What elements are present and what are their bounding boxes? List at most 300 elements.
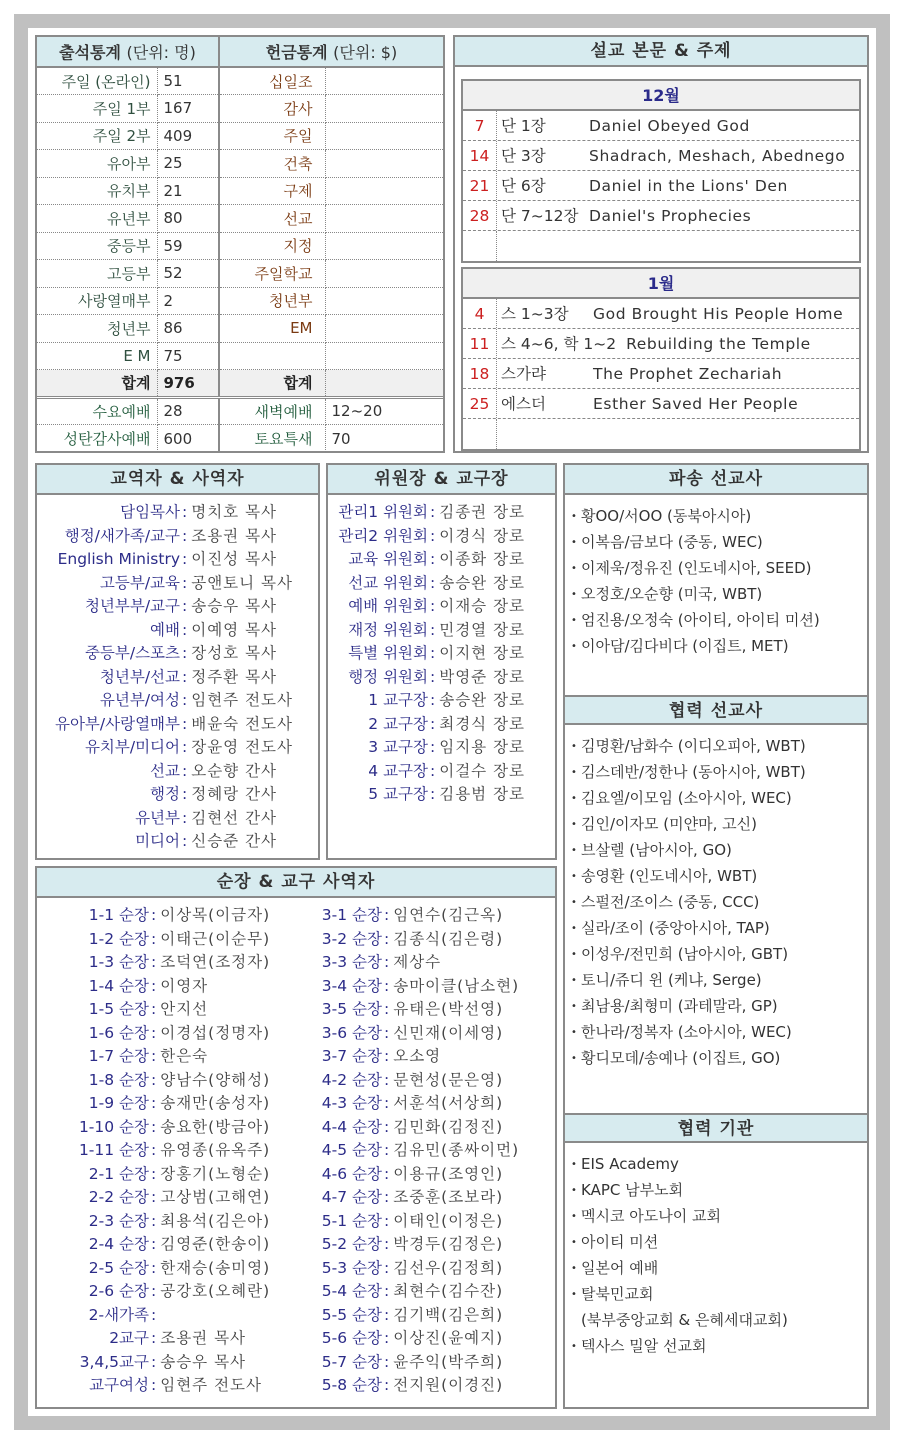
- sermon-month-december: [461, 79, 861, 263]
- staff-name: 오소영: [393, 1047, 442, 1065]
- colon: :: [182, 808, 188, 827]
- staff-role: 1-7 순장: [88, 1047, 149, 1065]
- staff-row: [303, 1280, 553, 1304]
- staff-role: 1-9 순장: [88, 1094, 149, 1112]
- staff-row: [328, 525, 555, 549]
- staff-name: 공강호(오혜란): [160, 1282, 271, 1300]
- sermon-reference: 스 1~3장: [501, 305, 569, 323]
- partner-orgs-header: 협력 기관: [565, 1113, 867, 1143]
- sermon-row: [463, 111, 859, 141]
- stats-row: [37, 260, 443, 288]
- list-item-text: EIS Academy: [581, 1155, 679, 1173]
- colon: :: [151, 906, 157, 924]
- stats-row: [37, 315, 443, 343]
- stats-table: [37, 37, 443, 452]
- staff-row: [37, 1186, 303, 1210]
- colon: :: [151, 1164, 157, 1183]
- staff-role: 4-6 순장: [321, 1164, 382, 1183]
- stats-row: [37, 232, 443, 260]
- bullet-icon: •: [571, 844, 577, 856]
- colon: :: [182, 738, 188, 756]
- staff-name: 한재승(송미영): [160, 1258, 271, 1277]
- staff-row: [37, 1069, 303, 1093]
- attendance-label: 고등부: [37, 260, 157, 288]
- staff-row: [328, 666, 555, 690]
- bullet-icon: •: [571, 922, 577, 934]
- sermon-title: Daniel's Prophecies: [589, 207, 752, 225]
- staff-name: 제상수: [393, 953, 442, 971]
- list-item-text: 김명환/남화수 (이디오피아, WBT): [581, 737, 806, 755]
- list-item: [571, 993, 867, 1019]
- cell-leaders-right: [303, 904, 553, 1398]
- staff-row: [37, 689, 318, 713]
- staff-role: 1-2 순장: [88, 929, 149, 948]
- list-item-text: 멕시코 아도나이 교회: [581, 1207, 721, 1225]
- staff-name: 송승완 장로: [439, 691, 526, 709]
- staff-row: [303, 1327, 553, 1351]
- sermon-reference: 스 4~6, 학 1~2: [501, 335, 617, 353]
- sermon-month-january: [461, 267, 861, 451]
- list-item: [571, 733, 867, 759]
- bullet-icon: •: [571, 974, 577, 986]
- attendance-value: 51: [157, 67, 219, 95]
- staff-role: 미디어: [135, 832, 180, 850]
- sermon-row: [463, 419, 859, 449]
- ministers-box: [35, 463, 320, 860]
- staff-row: [303, 1022, 553, 1046]
- bullet-icon: •: [571, 1210, 577, 1222]
- month-label: 1월: [463, 269, 859, 299]
- attendance-label: 주일 1부: [37, 95, 157, 123]
- attendance-value: 21: [157, 177, 219, 205]
- staff-role: 행정: [150, 785, 180, 803]
- staff-role: 1-8 순장: [88, 1070, 149, 1089]
- staff-name: 임연수(김근옥): [393, 906, 504, 924]
- staff-role: 관리2 위원회: [338, 526, 428, 545]
- colon: :: [384, 1117, 390, 1136]
- list-item-text: KAPC 남부노회: [581, 1181, 684, 1199]
- staff-name: 김영준(한송이): [160, 1235, 271, 1253]
- sermon-box: [453, 35, 869, 453]
- staff-role: 1-4 순장: [88, 976, 149, 995]
- staff-row: [303, 1092, 553, 1116]
- staff-row: [303, 1374, 553, 1398]
- sermon-title: God Brought His People Home: [593, 305, 844, 323]
- sermon-title: Shadrach, Meshach, Abednego: [589, 147, 846, 165]
- attendance-label: 유아부: [37, 150, 157, 178]
- colon: :: [384, 1352, 390, 1371]
- colon: :: [182, 667, 188, 686]
- staff-role: 1-6 순장: [88, 1023, 149, 1042]
- staff-role: 1-5 순장: [88, 1000, 149, 1018]
- colon: :: [430, 691, 436, 709]
- staff-name: 조덕연(조정자): [160, 953, 271, 971]
- colon: :: [384, 1211, 390, 1230]
- ministers-header: 교역자 & 사역자: [37, 465, 318, 495]
- staff-name: 박영준 장로: [439, 667, 526, 686]
- staff-role: 2교구: [109, 1329, 149, 1347]
- colon: :: [384, 1141, 390, 1159]
- sermon-date: 11: [463, 329, 497, 358]
- colon: :: [151, 1117, 157, 1136]
- staff-name: 명치호 목사: [191, 503, 278, 521]
- staff-role: 행정/새가족/교구: [64, 526, 180, 545]
- list-item-text: 실라/조이 (중앙아시아, TAP): [581, 919, 770, 937]
- colon: :: [430, 526, 436, 545]
- colon: :: [430, 714, 436, 733]
- service-label: 새벽예배: [219, 397, 325, 425]
- staff-name: 문현성(문은영): [393, 1070, 504, 1089]
- list-item-text: 황OO/서OO (동북아시아): [581, 507, 752, 525]
- cell-leaders-header: 순장 & 교구 사역자: [37, 868, 555, 898]
- colon: :: [384, 1305, 390, 1324]
- list-item: [571, 1229, 867, 1255]
- staff-role: 2 교구장: [368, 714, 428, 733]
- attendance-value: 80: [157, 205, 219, 233]
- colon: :: [151, 1188, 157, 1206]
- colon: :: [151, 1352, 157, 1371]
- staff-name: 공앤토니 목사: [191, 573, 293, 592]
- bullet-icon: •: [571, 510, 577, 522]
- list-item: [571, 1177, 867, 1203]
- stats-row: [37, 177, 443, 205]
- staff-name: 이태근(이순무): [160, 929, 271, 948]
- staff-row: [37, 904, 303, 928]
- colon: :: [182, 714, 188, 733]
- offering-total-value: [325, 370, 443, 398]
- staff-role: 2-6 순장: [88, 1282, 149, 1300]
- list-item: [571, 811, 867, 837]
- colon: :: [384, 1070, 390, 1089]
- staff-row: [37, 1304, 303, 1328]
- staff-role: 1-11 순장: [78, 1141, 149, 1159]
- staff-row: [303, 951, 553, 975]
- sermon-reference: 에스더: [501, 395, 546, 413]
- staff-row: [37, 1351, 303, 1375]
- sermon-header: 설교 본문 & 주제: [455, 37, 867, 67]
- staff-name: 최현수(김수잔): [393, 1282, 504, 1300]
- bullet-icon: •: [571, 870, 577, 882]
- attendance-value: 52: [157, 260, 219, 288]
- staff-row: [303, 1163, 553, 1187]
- staff-role: 유아부/사랑열매부: [54, 714, 180, 733]
- sermon-reference: 단 7~12장: [501, 207, 579, 225]
- colon: :: [430, 550, 436, 568]
- list-item-text: 이아담/김다비다 (이집트, MET): [581, 637, 789, 655]
- staff-name: 전지원(이경진): [393, 1376, 504, 1394]
- sermon-row: [463, 359, 859, 389]
- staff-row: [37, 1116, 303, 1140]
- colon: :: [430, 761, 436, 780]
- staff-name: 임현주 전도사: [191, 691, 293, 709]
- ministers-list: [37, 495, 318, 854]
- staff-row: [37, 595, 318, 619]
- staff-role: 1-3 순장: [88, 953, 149, 971]
- staff-role: 4-2 순장: [321, 1070, 382, 1089]
- stats-row: [37, 67, 443, 95]
- sermon-row: [463, 171, 859, 201]
- staff-row: [37, 525, 318, 549]
- cell-leaders-left: [37, 904, 303, 1398]
- staff-role: 청년부부/교구: [84, 597, 180, 615]
- offering-label: 선교: [219, 205, 325, 233]
- offering-header: 헌금통계 (단위: $): [219, 37, 443, 67]
- staff-row: [37, 998, 303, 1022]
- committee-header: 위원장 & 교구장: [328, 465, 555, 495]
- staff-name: 최경식 장로: [439, 714, 526, 733]
- colon: :: [182, 526, 188, 545]
- staff-row: [37, 642, 318, 666]
- list-item: [571, 967, 867, 993]
- stats-row: [37, 122, 443, 150]
- colon: :: [384, 1376, 390, 1394]
- staff-name: 이걸수 장로: [439, 761, 526, 780]
- colon: :: [151, 1023, 157, 1042]
- staff-name: 임현주 전도사: [160, 1376, 262, 1394]
- bullet-icon: •: [571, 588, 577, 600]
- list-item-text: 오정호/오순향 (미국, WBT): [581, 585, 763, 603]
- colon: :: [384, 1188, 390, 1206]
- month-label: 12월: [463, 81, 859, 111]
- staff-role: 4-5 순장: [321, 1141, 382, 1159]
- staff-row: [37, 501, 318, 525]
- offering-label: 주일학교: [219, 260, 325, 288]
- bullet-icon: •: [571, 1262, 577, 1274]
- staff-name: 이예영 목사: [191, 620, 278, 639]
- list-item: [571, 1333, 867, 1359]
- staff-row: [37, 1022, 303, 1046]
- staff-role: 3 교구장: [368, 738, 428, 756]
- staff-row: [37, 666, 318, 690]
- staff-role: 선교: [150, 761, 180, 780]
- staff-row: [37, 619, 318, 643]
- colon: :: [182, 573, 188, 592]
- staff-role: 2-1 순장: [88, 1164, 149, 1183]
- staff-role: 4-3 순장: [321, 1094, 382, 1112]
- sermon-date: 7: [463, 111, 497, 140]
- colon: :: [151, 1000, 157, 1018]
- staff-role: 2-새가족: [88, 1305, 149, 1324]
- list-item: [571, 837, 867, 863]
- bullet-icon: •: [571, 1236, 577, 1248]
- staff-name: 송요한(방금아): [160, 1117, 271, 1136]
- list-item: [571, 1255, 867, 1281]
- offering-label: 지정: [219, 232, 325, 260]
- staff-row: [37, 1092, 303, 1116]
- stats-row: [37, 205, 443, 233]
- staff-name: 장윤영 전도사: [191, 738, 293, 756]
- colon: :: [384, 1047, 390, 1065]
- colon: :: [151, 1047, 157, 1065]
- staff-role: 5 교구장: [368, 785, 428, 803]
- staff-row: [328, 736, 555, 760]
- list-item: [571, 529, 867, 555]
- sermon-title: The Prophet Zechariah: [593, 365, 783, 383]
- list-item: [571, 555, 867, 581]
- attendance-total-value: 976: [157, 370, 219, 398]
- offering-label: 구제: [219, 177, 325, 205]
- staff-row: [37, 1374, 303, 1398]
- offering-label: [219, 342, 325, 370]
- sermon-date: 25: [463, 389, 497, 418]
- staff-name: 송마이클(남소현): [393, 976, 520, 995]
- staff-role: 3-1 순장: [321, 906, 382, 924]
- colon: :: [384, 906, 390, 924]
- staff-name: 배윤숙 전도사: [191, 714, 293, 733]
- sermon-title: Daniel Obeyed God: [589, 117, 750, 135]
- staff-name: 김민화(김정진): [393, 1117, 504, 1136]
- staff-row: [37, 783, 318, 807]
- offering-value: [325, 205, 443, 233]
- colon: :: [430, 667, 436, 686]
- staff-name: 이지현 장로: [439, 644, 526, 662]
- list-item-text: 토니/쥬디 윈 (케냐, Serge): [581, 971, 762, 989]
- offering-label: 주일: [219, 122, 325, 150]
- offering-total-label: 합계: [219, 370, 325, 398]
- colon: :: [182, 620, 188, 639]
- colon: :: [182, 597, 188, 615]
- colon: :: [151, 1211, 157, 1230]
- staff-name: 송승완 장로: [439, 573, 526, 592]
- staff-row: [328, 642, 555, 666]
- staff-row: [303, 1139, 553, 1163]
- staff-row: [37, 807, 318, 831]
- missions-box: [563, 463, 869, 1409]
- offering-label: EM: [219, 315, 325, 343]
- staff-role: English Ministry: [57, 550, 180, 568]
- list-item: [571, 1045, 867, 1071]
- offering-value: [325, 232, 443, 260]
- staff-role: 재정 위원회: [348, 620, 428, 639]
- staff-row: [303, 1257, 553, 1281]
- staff-role: 1 교구장: [368, 691, 428, 709]
- staff-name: 민경열 장로: [439, 620, 526, 639]
- staff-name: 유태은(박선영): [393, 1000, 504, 1018]
- staff-name: 김종권 장로: [439, 503, 526, 521]
- staff-row: [303, 928, 553, 952]
- staff-name: 한은숙: [160, 1047, 209, 1065]
- list-item-text: 송영환 (인도네시아, WBT): [581, 867, 758, 885]
- colon: :: [182, 503, 188, 521]
- staff-name: 오순향 간사: [191, 761, 278, 780]
- sermon-date: 18: [463, 359, 497, 388]
- staff-row: [37, 1257, 303, 1281]
- staff-role: 교구여성: [89, 1376, 149, 1394]
- staff-name: 김용범 장로: [439, 785, 526, 803]
- colon: :: [182, 691, 188, 709]
- colon: :: [151, 1235, 157, 1253]
- list-item: [571, 759, 867, 785]
- colon: :: [384, 929, 390, 948]
- list-item-text: 이제욱/정유진 (인도네시아, SEED): [581, 559, 812, 577]
- stats-extra-row: [37, 397, 443, 425]
- staff-role: 교육 위원회: [348, 550, 428, 568]
- sermon-date: 28: [463, 201, 497, 230]
- list-item: [571, 1151, 867, 1177]
- staff-role: 2-3 순장: [88, 1211, 149, 1230]
- sermon-date: 4: [463, 299, 497, 328]
- list-item-text: 황디모데/송예나 (이집트, GO): [581, 1049, 781, 1067]
- staff-row: [303, 1069, 553, 1093]
- staff-role: 1-10 순장: [78, 1117, 149, 1136]
- sermon-title: Rebuilding the Temple: [626, 335, 811, 353]
- staff-row: [37, 951, 303, 975]
- list-item: [571, 503, 867, 529]
- colon: :: [151, 976, 157, 995]
- sermon-reference: [497, 231, 589, 261]
- sent-missionaries-list: [565, 495, 867, 695]
- colon: :: [384, 1235, 390, 1253]
- staff-row: [303, 1210, 553, 1234]
- staff-role: 5-8 순장: [321, 1376, 382, 1394]
- staff-role: 5-7 순장: [321, 1352, 382, 1371]
- staff-name: 조중훈(조보라): [393, 1188, 504, 1206]
- bullet-icon: •: [571, 896, 577, 908]
- staff-role: 1-1 순장: [88, 906, 149, 924]
- staff-name: 이상진(윤예지): [393, 1329, 504, 1347]
- staff-row: [303, 1351, 553, 1375]
- staff-role: 2-5 순장: [88, 1258, 149, 1277]
- bullet-icon: •: [571, 614, 577, 626]
- staff-row: [303, 1045, 553, 1069]
- staff-name: 이재승 장로: [439, 597, 526, 615]
- staff-role: 고등부/교육: [99, 573, 180, 592]
- staff-role: 유치부/미디어: [84, 738, 180, 756]
- staff-row: [303, 1116, 553, 1140]
- offering-value: [325, 95, 443, 123]
- list-item-text: 김요엘/이모임 (소아시아, WEC): [581, 789, 792, 807]
- colon: :: [151, 1070, 157, 1089]
- bullet-icon: •: [571, 1288, 577, 1300]
- staff-role: 3-4 순장: [321, 976, 382, 995]
- staff-name: 이상목(이금자): [160, 906, 271, 924]
- attendance-value: 86: [157, 315, 219, 343]
- list-item: [571, 1281, 867, 1307]
- staff-row: [37, 1139, 303, 1163]
- list-item-text: 스펄전/조이스 (중동, CCC): [581, 893, 760, 911]
- attendance-label: 중등부: [37, 232, 157, 260]
- staff-row: [37, 830, 318, 854]
- sent-missionaries-header: 파송 선교사: [565, 465, 867, 495]
- colon: :: [151, 1329, 157, 1347]
- colon: :: [384, 1164, 390, 1183]
- list-item-text: 아이티 미션: [581, 1233, 659, 1251]
- sermon-row: [463, 141, 859, 171]
- staff-row: [328, 548, 555, 572]
- staff-role: 3-7 순장: [321, 1047, 382, 1065]
- bullet-icon: •: [571, 818, 577, 830]
- list-item: [571, 1307, 867, 1333]
- list-item: [571, 1019, 867, 1045]
- staff-role: 2-2 순장: [88, 1188, 149, 1206]
- staff-row: [303, 1233, 553, 1257]
- colon: :: [384, 953, 390, 971]
- staff-name: 이종화 장로: [439, 550, 526, 568]
- attendance-label: 청년부: [37, 315, 157, 343]
- list-item-text: 브살렐 (남아시아, GO): [581, 841, 732, 859]
- staff-role: 행정 위원회: [348, 667, 428, 686]
- staff-row: [328, 760, 555, 784]
- staff-row: [328, 572, 555, 596]
- staff-row: [303, 904, 553, 928]
- bullet-icon: •: [571, 1052, 577, 1064]
- staff-role: 3-5 순장: [321, 1000, 382, 1018]
- staff-role: 예배: [150, 620, 180, 639]
- staff-row: [303, 1186, 553, 1210]
- colon: :: [151, 1282, 157, 1300]
- staff-name: 신승준 간사: [191, 832, 278, 850]
- offering-value: [325, 67, 443, 95]
